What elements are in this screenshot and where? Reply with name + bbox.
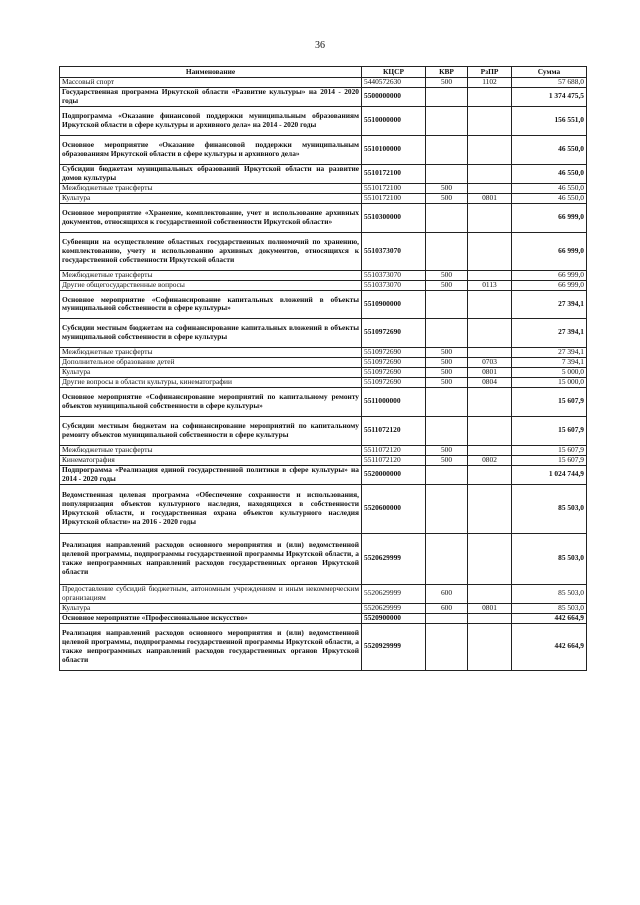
cell-rzpr: 1102	[468, 78, 512, 88]
table-row	[60, 387, 587, 416]
cell-kcsr: 5511072120	[362, 416, 426, 445]
cell-kcsr: 5510100000	[362, 135, 426, 164]
cell-sum: 27 394,1	[512, 318, 587, 347]
cell-kvr	[426, 465, 468, 484]
cell-rzpr	[468, 318, 512, 347]
cell-kvr	[426, 387, 468, 416]
table-row	[60, 232, 587, 270]
cell-sum: 15 607,9	[512, 455, 587, 465]
cell-sum: 46 550,0	[512, 164, 587, 183]
cell-rzpr	[468, 533, 512, 584]
cell-kvr: 500	[426, 280, 468, 290]
cell-rzpr	[468, 416, 512, 445]
table-row	[60, 455, 587, 465]
table-row	[60, 290, 587, 318]
cell-name: Основное мероприятие «Профессиональное искусство»	[60, 613, 362, 623]
cell-sum: 156 551,0	[512, 106, 587, 135]
cell-kcsr: 5520629999	[362, 533, 426, 584]
cell-kcsr: 5510000000	[362, 106, 426, 135]
cell-kvr: 500	[426, 455, 468, 465]
cell-sum: 46 550,0	[512, 193, 587, 203]
cell-rzpr	[468, 135, 512, 164]
cell-rzpr	[468, 164, 512, 183]
cell-sum: 5 000,0	[512, 367, 587, 377]
cell-rzpr	[468, 270, 512, 280]
cell-sum: 442 664,9	[512, 613, 587, 623]
table-body	[60, 78, 587, 671]
cell-sum: 85 503,0	[512, 484, 587, 533]
cell-kcsr: 5510172100	[362, 193, 426, 203]
cell-rzpr	[468, 203, 512, 232]
cell-name: Основное мероприятие «Софинансирование капитальных вложений в объекты муниципальной собственности в сфере культуры»	[60, 290, 362, 318]
cell-kvr	[426, 164, 468, 183]
cell-name: Реализация направлений расходов основного мероприятия и (или) ведомственной целевой программы, подпрограммы государственной программы Иркутской области, а также непрограммных направлений расходов государственных органов Иркутской области	[60, 623, 362, 670]
header-kcsr: КЦСР	[362, 67, 426, 78]
cell-kcsr: 5440572630	[362, 78, 426, 88]
cell-name: Ведомственная целевая программа «Обеспечение сохранности и использования, популяризация объектов культурного наследия, находящихся в собственности Иркутской области, и государственная охрана объектов культурного наследия Иркутской области» на 2016 - 2020 годы	[60, 484, 362, 533]
cell-rzpr	[468, 613, 512, 623]
cell-rzpr	[468, 465, 512, 484]
table-row	[60, 584, 587, 603]
cell-name: Основное мероприятие «Хранение, комплектование, учет и использование архивных документов, относящихся к государственной собственности Иркутской области»	[60, 203, 362, 232]
cell-rzpr	[468, 232, 512, 270]
cell-sum: 85 503,0	[512, 603, 587, 613]
cell-name: Культура	[60, 367, 362, 377]
table-row	[60, 78, 587, 88]
cell-rzpr	[468, 183, 512, 193]
cell-name: Другие общегосударственные вопросы	[60, 280, 362, 290]
cell-sum: 27 394,1	[512, 290, 587, 318]
cell-kcsr: 5510172100	[362, 164, 426, 183]
cell-name: Подпрограмма «Реализация единой государственной политики в сфере культуры» на 2014 - 2020 годы	[60, 465, 362, 484]
cell-kvr: 600	[426, 603, 468, 613]
cell-kvr	[426, 290, 468, 318]
cell-sum: 66 999,0	[512, 270, 587, 280]
cell-kvr	[426, 135, 468, 164]
cell-kvr	[426, 613, 468, 623]
cell-rzpr	[468, 584, 512, 603]
cell-rzpr: 0801	[468, 193, 512, 203]
cell-name: Межбюджетные трансферты	[60, 445, 362, 455]
table-row	[60, 367, 587, 377]
cell-name: Межбюджетные трансферты	[60, 270, 362, 280]
cell-kvr	[426, 232, 468, 270]
cell-rzpr	[468, 484, 512, 533]
cell-name: Субвенции на осуществление областных государственных полномочий по хранению, комплектованию, учету и использованию архивных документов, относящихся к государственной собственности Иркутской области	[60, 232, 362, 270]
cell-name: Подпрограмма «Оказание финансовой поддержки муниципальным образованиям Иркутской области в сфере культуры и архивного дела» на 2014 - 2020 годы	[60, 106, 362, 135]
table-row	[60, 445, 587, 455]
cell-kcsr: 5520600000	[362, 484, 426, 533]
table-row	[60, 533, 587, 584]
cell-name: Массовый спорт	[60, 78, 362, 88]
cell-name: Межбюджетные трансферты	[60, 183, 362, 193]
cell-kvr: 500	[426, 270, 468, 280]
cell-name: Другие вопросы в области культуры, кинематографии	[60, 377, 362, 387]
cell-sum: 442 664,9	[512, 623, 587, 670]
header-name: Наименование	[60, 67, 362, 78]
cell-rzpr: 0703	[468, 357, 512, 367]
cell-kvr: 600	[426, 584, 468, 603]
cell-sum: 15 000,0	[512, 377, 587, 387]
cell-kcsr: 5510972690	[362, 367, 426, 377]
cell-kcsr: 5510900000	[362, 290, 426, 318]
cell-kcsr: 5510373070	[362, 270, 426, 280]
cell-sum: 57 688,0	[512, 78, 587, 88]
cell-kcsr: 5511072120	[362, 445, 426, 455]
cell-kvr	[426, 106, 468, 135]
table-row	[60, 135, 587, 164]
cell-sum: 7 394,1	[512, 357, 587, 367]
cell-rzpr	[468, 347, 512, 357]
cell-kcsr: 5510172100	[362, 183, 426, 193]
cell-kvr	[426, 87, 468, 106]
cell-sum: 66 999,0	[512, 232, 587, 270]
cell-sum: 46 550,0	[512, 183, 587, 193]
cell-name: Субсидии местным бюджетам на софинансирование мероприятий по капитальному ремонту объектов муниципальной собственности в сфере культуры	[60, 416, 362, 445]
cell-name: Субсидии местным бюджетам на софинансирование капитальных вложений в объекты муниципальной собственности в сфере культуры	[60, 318, 362, 347]
cell-rzpr: 0804	[468, 377, 512, 387]
header-kvr: КВР	[426, 67, 468, 78]
cell-sum: 46 550,0	[512, 135, 587, 164]
cell-kvr: 500	[426, 78, 468, 88]
cell-kvr: 500	[426, 183, 468, 193]
cell-name: Реализация направлений расходов основного мероприятия и (или) ведомственной целевой программы, подпрограммы государственной программы Иркутской области, а также непрограммных направлений расходов государственных органов Иркутской области	[60, 533, 362, 584]
cell-name: Культура	[60, 193, 362, 203]
cell-kcsr: 5520929999	[362, 623, 426, 670]
cell-sum: 66 999,0	[512, 280, 587, 290]
table-row	[60, 347, 587, 357]
table-row	[60, 465, 587, 484]
cell-sum: 1 374 475,5	[512, 87, 587, 106]
cell-name: Кинематография	[60, 455, 362, 465]
table-row	[60, 603, 587, 613]
table-row	[60, 183, 587, 193]
cell-rzpr	[468, 106, 512, 135]
cell-name: Основное мероприятие «Оказание финансовой поддержки муниципальным образованиям Иркутской области в сфере культуры и архивного дела»	[60, 135, 362, 164]
cell-kcsr: 5510972690	[362, 357, 426, 367]
cell-kvr: 500	[426, 347, 468, 357]
cell-name: Дополнительное образование детей	[60, 357, 362, 367]
budget-table	[59, 66, 587, 671]
cell-kcsr: 5510972690	[362, 347, 426, 357]
cell-sum: 15 607,9	[512, 416, 587, 445]
table-header-row	[60, 67, 587, 78]
table-row	[60, 416, 587, 445]
table-row	[60, 280, 587, 290]
cell-rzpr: 0801	[468, 603, 512, 613]
table-row	[60, 484, 587, 533]
table-row	[60, 193, 587, 203]
cell-kcsr: 5510373070	[362, 280, 426, 290]
cell-kcsr: 5510300000	[362, 203, 426, 232]
cell-sum: 1 024 744,9	[512, 465, 587, 484]
cell-sum: 85 503,0	[512, 533, 587, 584]
cell-name: Культура	[60, 603, 362, 613]
cell-kvr: 500	[426, 367, 468, 377]
cell-kcsr: 5520900000	[362, 613, 426, 623]
cell-rzpr	[468, 623, 512, 670]
table-row	[60, 164, 587, 183]
cell-kvr: 500	[426, 357, 468, 367]
cell-sum: 27 394,1	[512, 347, 587, 357]
page-number: 36	[315, 40, 325, 51]
cell-kvr: 500	[426, 377, 468, 387]
cell-name: Межбюджетные трансферты	[60, 347, 362, 357]
cell-rzpr	[468, 87, 512, 106]
cell-kvr	[426, 484, 468, 533]
table-row	[60, 87, 587, 106]
cell-rzpr	[468, 387, 512, 416]
table-row	[60, 377, 587, 387]
cell-sum: 15 607,9	[512, 387, 587, 416]
cell-rzpr: 0802	[468, 455, 512, 465]
cell-kcsr: 5510373070	[362, 232, 426, 270]
cell-kcsr: 5520629999	[362, 584, 426, 603]
cell-sum: 66 999,0	[512, 203, 587, 232]
cell-kcsr: 5500000000	[362, 87, 426, 106]
table-row	[60, 106, 587, 135]
cell-kvr	[426, 203, 468, 232]
cell-kcsr: 5511072120	[362, 455, 426, 465]
cell-kvr: 500	[426, 193, 468, 203]
cell-sum: 85 503,0	[512, 584, 587, 603]
cell-kcsr: 5510972690	[362, 377, 426, 387]
cell-rzpr	[468, 290, 512, 318]
table-row	[60, 613, 587, 623]
cell-kvr	[426, 623, 468, 670]
cell-name: Предоставление субсидий бюджетным, автономным учреждениям и иным некоммерческим организациям	[60, 584, 362, 603]
table-row	[60, 270, 587, 280]
cell-rzpr: 0113	[468, 280, 512, 290]
cell-kcsr: 5520000000	[362, 465, 426, 484]
header-sum: Сумма	[512, 67, 587, 78]
table-row	[60, 203, 587, 232]
cell-name: Субсидии бюджетам муниципальных образований Иркутской области на развитие домов культуры	[60, 164, 362, 183]
cell-rzpr: 0801	[468, 367, 512, 377]
cell-kcsr: 5510972690	[362, 318, 426, 347]
table-row	[60, 357, 587, 367]
cell-sum: 15 607,9	[512, 445, 587, 455]
cell-kcsr: 5520629999	[362, 603, 426, 613]
cell-kcsr: 5511000000	[362, 387, 426, 416]
cell-rzpr	[468, 445, 512, 455]
table-row	[60, 318, 587, 347]
cell-kvr	[426, 318, 468, 347]
header-rzpr: РзПР	[468, 67, 512, 78]
cell-name: Государственная программа Иркутской области «Развитие культуры» на 2014 - 2020 годы	[60, 87, 362, 106]
cell-kvr	[426, 416, 468, 445]
cell-kvr: 500	[426, 445, 468, 455]
table-row	[60, 623, 587, 670]
cell-kvr	[426, 533, 468, 584]
cell-name: Основное мероприятие «Софинансирование мероприятий по капитальному ремонту объектов муниципальной собственности в сфере культуры»	[60, 387, 362, 416]
